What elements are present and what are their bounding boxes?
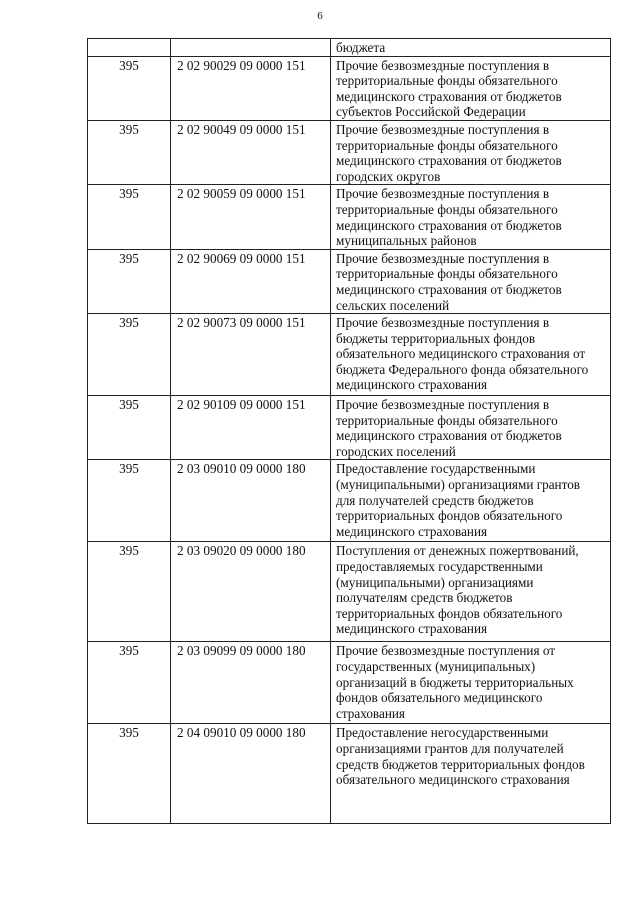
table-row [88,542,611,642]
table-row [88,396,611,460]
income-codes-table [87,38,611,824]
income-name-cell [331,542,611,642]
income-name-cell [331,120,611,184]
admin-code-cell: 395 [88,724,171,824]
table-body [88,39,611,824]
table-row [88,460,611,542]
income-name-cell [331,56,611,120]
budget-classification-code-cell: 2 02 90073 09 0000 151 [171,314,331,396]
table-row [88,642,611,724]
budget-classification-code-cell [171,39,331,57]
income-name-line: территориальных фондов обязательного [336,508,563,524]
budget-classification-code-cell: 2 02 90059 09 0000 151 [171,185,331,249]
admin-code-cell: 395 [88,642,171,724]
income-name-cell [331,460,611,542]
income-name-line: бюджеты территориальных фондов [336,330,536,346]
income-name-cell [331,314,611,396]
income-name-cell [331,185,611,249]
income-name-cell [331,396,611,460]
budget-classification-code-cell: 2 03 09099 09 0000 180 [171,642,331,724]
income-name-line: (муниципальными) организациями [336,574,534,590]
income-name-line: предоставляемых государственными [336,559,543,575]
income-name-line: бюджета [336,40,386,55]
income-name-line: медицинского страхования от бюджетов [336,88,562,104]
table-row [88,56,611,120]
income-name-line: территориальные фонды обязательного [336,201,558,217]
income-name-line: субъектов Российской Федерации [336,104,526,120]
table-row [88,724,611,824]
income-name-line: Прочие безвозмездные поступления в [336,397,550,413]
budget-classification-code-cell: 2 03 09010 09 0000 180 [171,460,331,542]
admin-code-cell: 395 [88,314,171,396]
income-name-line: Прочие безвозмездные поступления в [336,250,550,266]
income-name-line: территориальных фондов обязательного [336,605,563,621]
admin-code-cell: 395 [88,396,171,460]
income-name-cell [331,724,611,824]
income-name-line: территориальные фонды обязательного [336,137,558,153]
income-name-cell [331,642,611,724]
budget-classification-code-cell: 2 02 90109 09 0000 151 [171,396,331,460]
income-name-line: Поступления от денежных пожертвований, [336,543,579,559]
income-name-cell [331,249,611,313]
income-name-line: для получателей средств бюджетов [336,492,534,508]
income-name-line: медицинского страхования [336,523,488,539]
admin-code-cell: 395 [88,120,171,184]
table-row [88,314,611,396]
table-row [88,185,611,249]
budget-classification-code-cell: 2 03 09020 09 0000 180 [171,542,331,642]
income-name-line: организациями грантов для получателей [336,741,564,757]
income-name-line: Прочие безвозмездные поступления в [336,186,550,202]
income-name-line: Прочие безвозмездные поступления в [336,121,550,137]
income-name-line: государственных (муниципальных) [336,659,536,675]
income-name-line: городских поселений [336,443,456,459]
income-name-line: организаций в бюджеты территориальных [336,674,574,690]
income-name-line: городских округов [336,168,441,184]
income-name-line: Прочие безвозмездные поступления в [336,315,550,331]
income-name-line: медицинского страхования от бюджетов [336,153,562,169]
table-row [88,120,611,184]
table-row [88,39,611,57]
income-name-line: страхования [336,705,405,721]
admin-code-cell [88,39,171,57]
budget-classification-code-cell: 2 02 90049 09 0000 151 [171,120,331,184]
income-name-line: фондов обязательного медицинского [336,690,543,706]
income-name-line: медицинского страхования от бюджетов [336,217,562,233]
income-name-line: территориальные фонды обязательного [336,266,558,282]
income-name-line: Прочие безвозмездные поступления в [336,57,550,73]
admin-code-cell: 395 [88,185,171,249]
income-name-line: обязательного медицинского страхования от [336,346,586,362]
income-name-line: медицинского страхования [336,377,488,393]
page-number: 6 [317,10,323,22]
income-name-line: территориальные фонды обязательного [336,73,558,89]
income-name-line: муниципальных районов [336,233,477,249]
income-name-line: Предоставление государственными [336,461,536,477]
income-name-line: медицинского страхования [336,621,488,637]
budget-classification-code-cell: 2 02 90029 09 0000 151 [171,56,331,120]
income-name-line: получателям средств бюджетов [336,590,513,606]
admin-code-cell: 395 [88,56,171,120]
table-row [88,249,611,313]
income-name-line: Прочие безвозмездные поступления от [336,643,555,659]
income-name-line: бюджета Федерального фонда обязательного [336,361,589,377]
admin-code-cell: 395 [88,460,171,542]
income-name-line: медицинского страхования от бюджетов [336,281,562,297]
budget-classification-code-cell: 2 02 90069 09 0000 151 [171,249,331,313]
income-name-line: медицинского страхования от бюджетов [336,428,562,444]
income-name-line: Предоставление негосударственными [336,725,549,741]
budget-classification-code-cell: 2 04 09010 09 0000 180 [171,724,331,824]
income-name-line: обязательного медицинского страхования [336,772,570,788]
income-name-cell [331,39,611,57]
income-name-line: территориальные фонды обязательного [336,412,558,428]
income-name-line: (муниципальными) организациями грантов [336,477,581,493]
income-name-line: средств бюджетов территориальных фондов [336,756,585,772]
admin-code-cell: 395 [88,249,171,313]
income-name-line: сельских поселений [336,297,450,313]
admin-code-cell: 395 [88,542,171,642]
